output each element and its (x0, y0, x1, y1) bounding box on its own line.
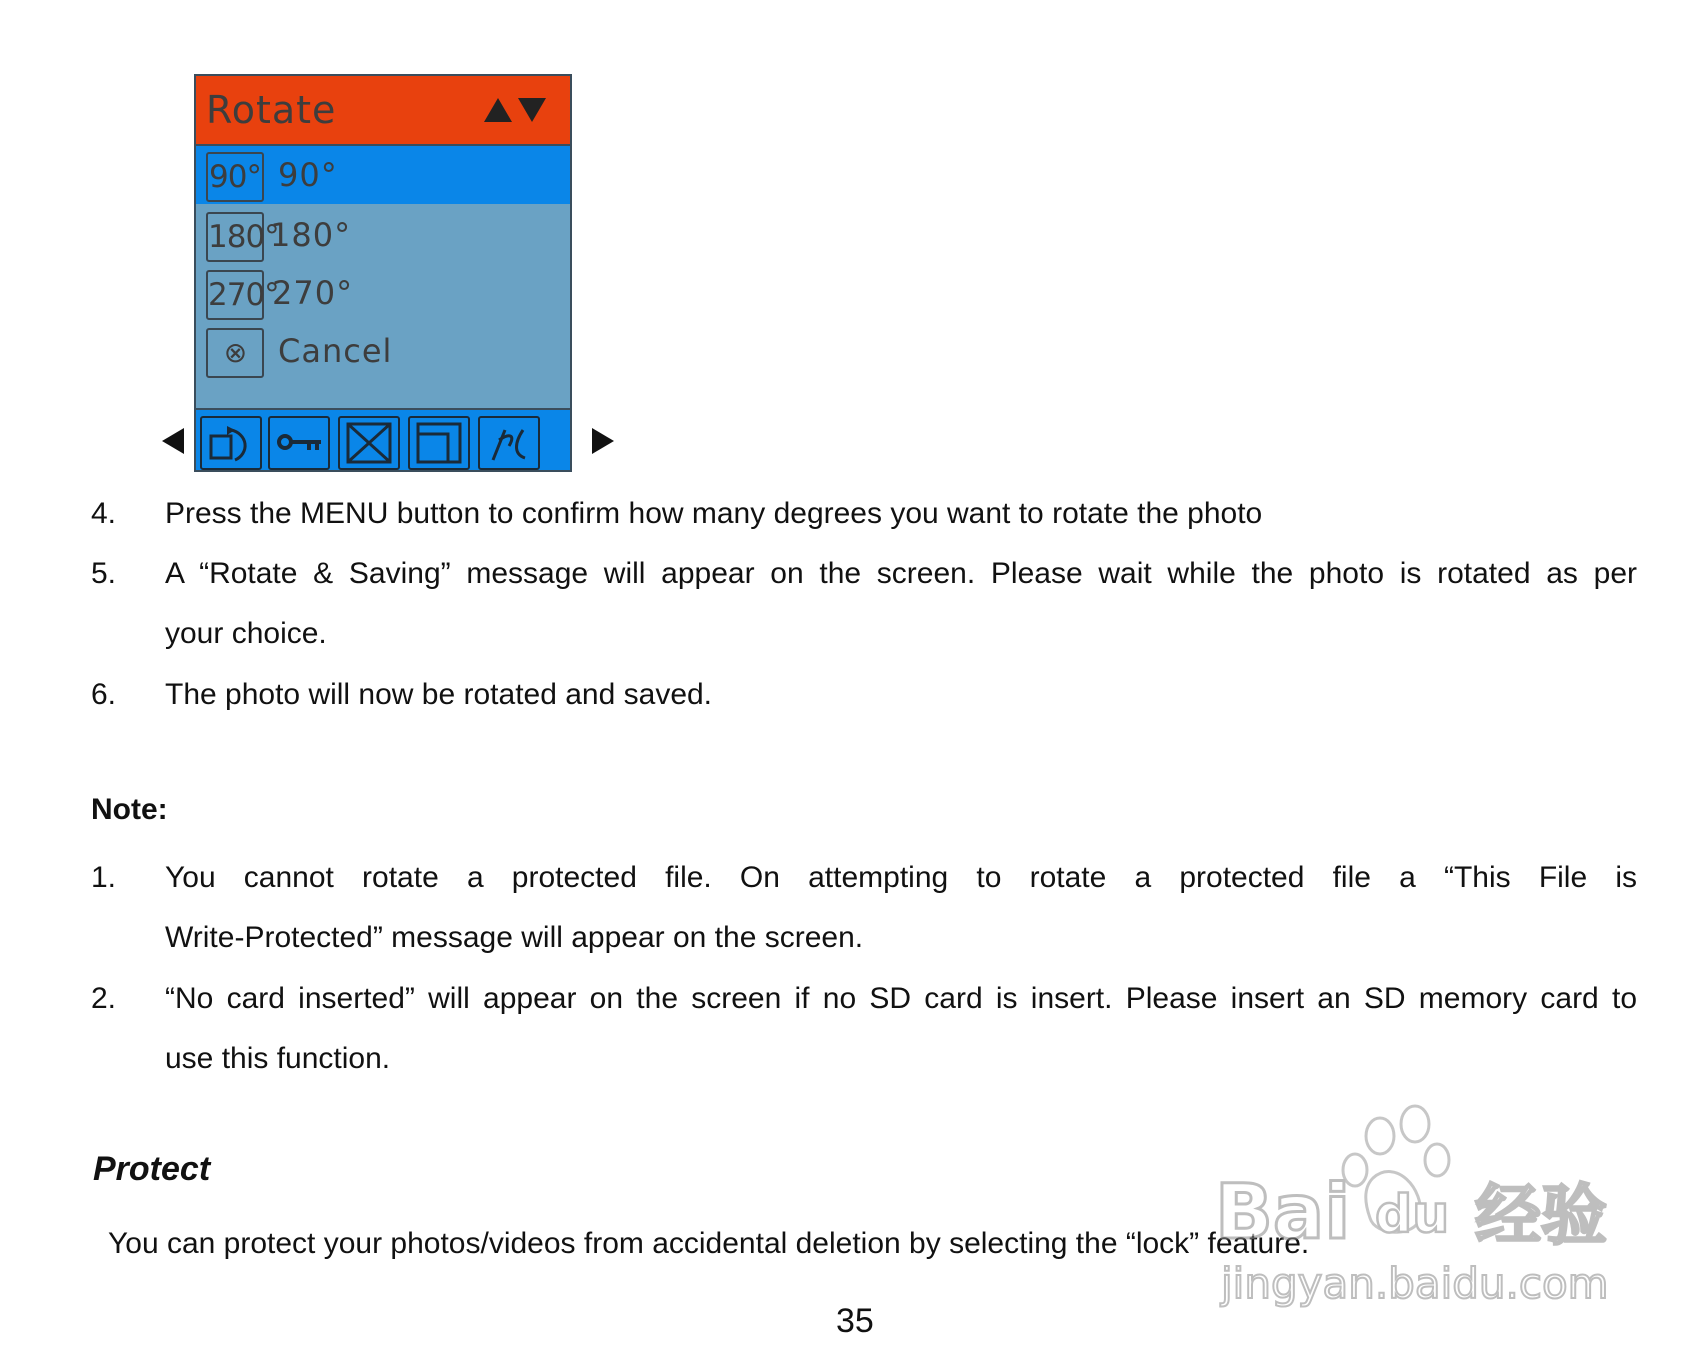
svg-text:jingyan.baidu.com: jingyan.baidu.com (1221, 1259, 1609, 1308)
step-text: Press the MENU button to confirm how many degrees you want to rotate the photo (165, 497, 1263, 530)
right-arrow-icon[interactable] (590, 426, 616, 456)
menu-title: Rotate (206, 88, 337, 132)
rotate-180-icon: 180° (206, 212, 264, 262)
note-text: “No card inserted” will appear on the screen if no SD card is insert. Please insert an SD memory card to (165, 982, 1637, 1015)
menu-item-label: 270° (272, 274, 354, 312)
note-number: 1. (91, 861, 117, 894)
step-number: 6. (91, 678, 117, 711)
menu-item-label: 180° (270, 216, 352, 254)
menu-item-label: 90° (278, 156, 338, 194)
protect-heading: Protect (93, 1150, 211, 1188)
edit-tool-button[interactable] (478, 416, 540, 470)
protect-body: You can protect your photos/videos from accidental deletion by selecting the “lock” feature. (108, 1227, 1310, 1260)
step-number: 4. (91, 497, 117, 530)
note-text-continued: use this function. (165, 1042, 391, 1075)
menu-item-cancel[interactable] (196, 322, 570, 380)
crop-tool-button[interactable] (408, 416, 470, 470)
menu-item-label: Cancel (278, 332, 393, 370)
menu-item-270[interactable] (196, 264, 570, 322)
step-number: 5. (91, 557, 117, 590)
rotate-270-icon: 270° (206, 270, 264, 320)
delete-tool-button[interactable] (338, 416, 400, 470)
key-icon (275, 422, 323, 464)
rotate-90-icon: 90° (206, 152, 264, 202)
delete-icon (345, 422, 393, 464)
rotate-tool-button[interactable] (200, 416, 262, 470)
svg-text:du: du (1375, 1185, 1450, 1245)
step-text-continued: your choice. (165, 617, 327, 650)
menu-toolbar (196, 408, 570, 470)
menu-item-180[interactable] (196, 206, 570, 264)
svg-text:Bai: Bai (1215, 1167, 1351, 1256)
crop-icon (415, 422, 463, 464)
note-text: You cannot rotate a protected file. On attempting to rotate a protected file a “This File is (165, 861, 1637, 894)
menu-item-90[interactable] (196, 146, 570, 204)
note-text-continued: Write-Protected” message will appear on the screen. (165, 921, 864, 954)
rotate-icon (207, 422, 255, 464)
left-arrow-icon[interactable] (160, 426, 186, 456)
menu-header (196, 76, 570, 146)
baidu-jingyan-watermark-logo (1205, 1108, 1625, 1308)
page-number: 35 (836, 1302, 874, 1340)
protect-tool-button[interactable] (268, 416, 330, 470)
rotate-menu (194, 74, 572, 472)
svg-text:经验: 经验 (1475, 1177, 1607, 1254)
up-down-arrows-icon[interactable] (482, 96, 548, 124)
step-text: A “Rotate & Saving” message will appear on the screen. Please wait while the photo is rotated as per (165, 557, 1637, 590)
edit-icon (485, 422, 533, 464)
note-number: 2. (91, 982, 117, 1015)
step-text: The photo will now be rotated and saved. (165, 678, 713, 711)
cancel-icon: ⊗ (206, 328, 264, 378)
note-heading: Note: (91, 793, 168, 826)
